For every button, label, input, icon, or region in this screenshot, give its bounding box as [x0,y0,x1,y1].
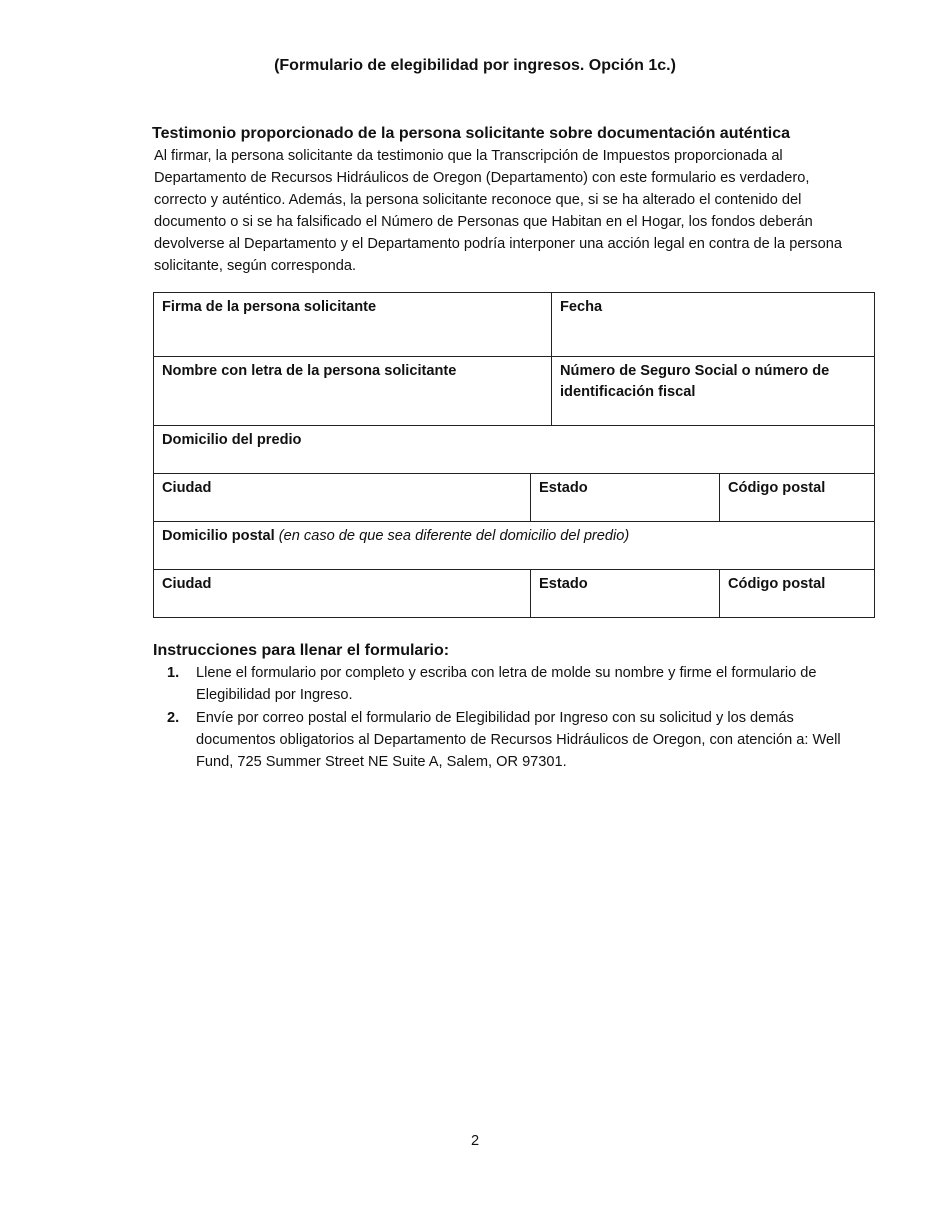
mailing-city-field[interactable] [154,570,531,618]
mailing-state-label: Estado [539,576,588,592]
instructions-list [153,662,843,773]
mailing-city-label: Ciudad [162,576,212,592]
mailing-state-field[interactable] [531,570,720,618]
city-field[interactable] [154,474,531,522]
mailing-address-label: Domicilio postal [162,528,275,544]
instructions-heading: Instrucciones para llenar el formulario: [153,642,450,659]
printed-name-label: Nombre con letra de la persona solicitante [162,363,457,379]
mailing-address-field[interactable] [154,522,875,570]
date-label: Fecha [560,299,603,315]
date-field[interactable] [552,293,875,357]
state-field[interactable] [531,474,720,522]
page-title: (Formulario de elegibilidad por ingresos. Opción 1c.) [274,57,676,74]
testimony-body: Al firmar, la persona solicitante da testimonio que la Transcripción de Impuestos proporcionada al Departamento de Recursos Hidráulicos de Oregon (Departamento) con este formulario es verdadero, correcto y auténtico. Además, la persona solicitante reconoce que, si se ha alterado el contenido del documento o si se ha falsificado el Número de Personas que Habitan en el Hogar, los fondos deberán devolverse al Departamento y el Departamento podría interponer una acción legal en contra de la persona solicitante, según corresponda. [154,148,842,274]
city-label: Ciudad [162,480,212,496]
testimony-heading: Testimonio proporcionado de la persona solicitante sobre documentación auténtica [152,125,791,142]
mailing-zip-field[interactable] [720,570,875,618]
ssn-field[interactable] [552,357,875,426]
property-address-label: Domicilio del predio [162,432,302,448]
state-label: Estado [539,480,588,496]
list-item [153,707,843,773]
list-item-number: 1. [167,665,180,681]
applicant-form-table [153,292,875,618]
testimony-section [152,125,842,277]
instructions-section [153,642,843,774]
list-item-text: Llene el formulario por completo y escriba con letra de molde su nombre y firme el formulario de Elegibilidad por Ingreso. [196,665,817,703]
zip-field[interactable] [720,474,875,522]
mailing-zip-label: Código postal [728,576,826,592]
list-item-text: Envíe por correo postal el formulario de Elegibilidad por Ingreso con su solicitud y los demás documentos obligatorios al Departamento de Recursos Hidráulicos de Oregon, con atención a: Well Fund, 725 Summer Street NE Suite A, Salem, OR 97301. [196,710,841,770]
list-item-number: 2. [167,710,180,726]
mailing-address-note: (en caso de que sea diferente del domicilio del predio) [278,528,630,544]
printed-name-field[interactable] [154,357,552,426]
page-number: 2 [470,1133,480,1149]
signature-label: Firma de la persona solicitante [162,299,377,315]
zip-label: Código postal [728,480,826,496]
list-item [153,662,843,706]
property-address-field[interactable] [154,426,875,474]
ssn-label: Número de Seguro Social o número de identificación fiscal [560,363,830,400]
signature-field[interactable] [154,293,552,357]
